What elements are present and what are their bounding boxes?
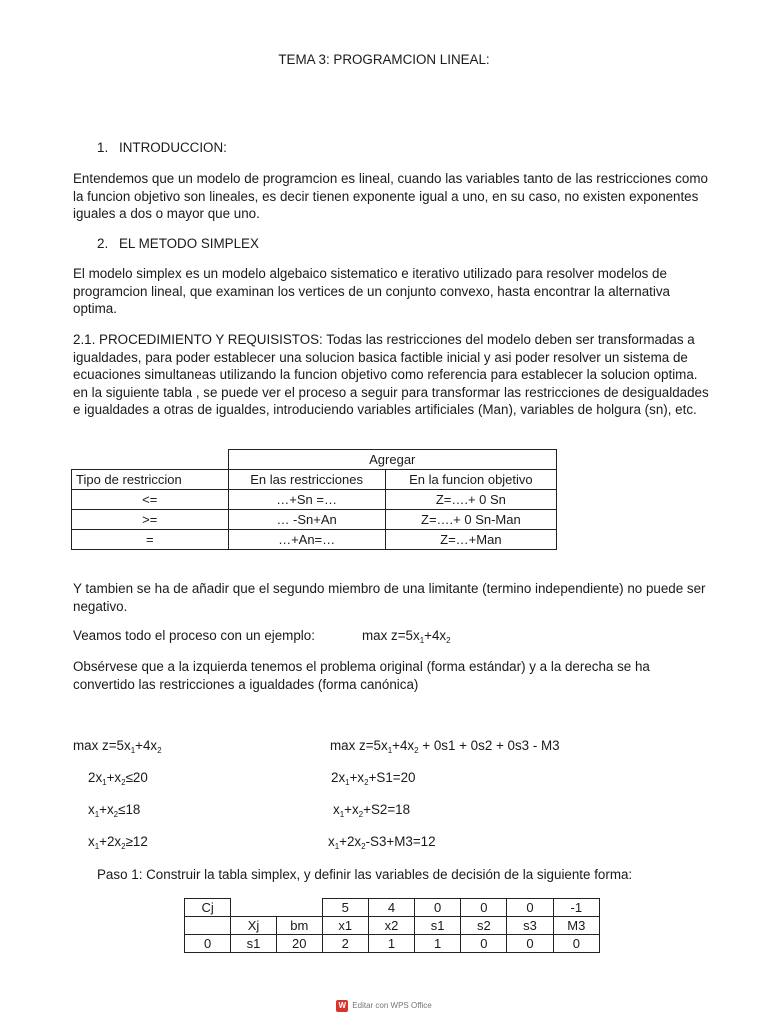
example-objective: $\max z=5x_1+4x_2$: [362, 628, 451, 645]
table-header: x1: [322, 917, 368, 935]
canonical-objective: $\max z=5x_1+4x_2 + 0s1 + 0s2 + 0s3 - M3$: [330, 738, 560, 755]
table-cell: <=: [72, 490, 229, 510]
wps-footer[interactable]: [0, 1000, 768, 1012]
table-header-row: [72, 470, 557, 490]
cj-value: 5: [322, 899, 368, 917]
table-cell: s1: [231, 935, 277, 953]
standard-constraint: $x_1+x_2\le 18$: [88, 802, 141, 819]
observe-paragraph: Obsérvese que a la izquierda tenemos el problema original (forma estándar) y a la derecha se ha convertido las restricciones a igualdades (forma canónica): [73, 659, 650, 692]
table-cell: 0: [185, 935, 231, 953]
cj-row: [185, 899, 600, 917]
table-header: Tipo de restriccion: [72, 470, 229, 490]
cj-value: 4: [368, 899, 414, 917]
footer-text: Editar con WPS Office: [352, 1001, 432, 1011]
canonical-constraint: $x_1+2x_2-S3+M3=12$: [328, 834, 436, 851]
standard-objective: $\max z=5x_1+4x_2$: [73, 738, 162, 755]
table-row: [72, 530, 557, 550]
section-heading-simplex: [97, 236, 259, 251]
table-header: En las restricciones: [228, 470, 385, 490]
rhs-paragraph: Y tambien se ha de añadir que el segundo miembro de una limitante (termino independiente) no puede ser negativo.: [73, 581, 706, 614]
table-cell: =: [72, 530, 229, 550]
restriction-table: [71, 449, 557, 550]
canonical-constraint: $x_1+x_2+S2=18$: [333, 802, 411, 819]
example-intro: Veamos todo el proceso con un ejemplo:: [73, 628, 315, 643]
table-cell: Z=….+ 0 Sn-Man: [385, 510, 556, 530]
intro-paragraph: Entendemos que un modelo de programcion es lineal, cuando las variables tanto de las restricciones como la funcion objetivo son lineales, es decir tienen exponente igual a uno, en su caso, no existen exponentes iguales a dos o mayor que uno.: [73, 171, 708, 221]
table-cell: 0: [461, 935, 507, 953]
procedure-paragraph: 2.1. PROCEDIMIENTO Y REQUISISTOS: Todas las restricciones del modelo deben ser transformadas a igualdades, para poder establecer una solucion basica factible inicial y asi poder resolver un sistema de ecuaciones simultaneas utilizando la funcion objetivo como referencia para establecer la solucion optima. en la siguiente tabla , se puede ver el proceso a seguir para transformar las restricciones de desigualdades e igualdades a otras de igualdes, introduciendo variables artificiales (Man), variables de holgura (sn), etc.: [73, 332, 709, 417]
cj-value: 0: [415, 899, 461, 917]
table-cell: …+Sn =…: [228, 490, 385, 510]
page-title: TEMA 3: PROGRAMCION LINEAL:: [278, 52, 490, 67]
cj-value: 0: [461, 899, 507, 917]
table-cell: Z=…+Man: [385, 530, 556, 550]
table-cell: 1: [368, 935, 414, 953]
cj-value: -1: [553, 899, 599, 917]
table-header: x2: [368, 917, 414, 935]
table-cell: Z=….+ 0 Sn: [385, 490, 556, 510]
section-number: 2.: [97, 236, 109, 251]
section-title: INTRODUCCION:: [119, 140, 227, 155]
table-header: s3: [507, 917, 553, 935]
section-number: 1.: [97, 140, 109, 155]
table-cell: …+An=…: [228, 530, 385, 550]
table-header: M3: [553, 917, 599, 935]
table-header: s1: [415, 917, 461, 935]
table-cell: 2: [322, 935, 368, 953]
simplex-paragraph: El modelo simplex es un modelo algebaico sistematico e iterativo utilizado para resolver modelos de programcion lineal, que examinan los vertices de un conjunto convexo, hasta encontrar la alternativa optima.: [73, 266, 670, 316]
cj-value: 0: [507, 899, 553, 917]
step1-text: Paso 1: Construir la tabla simplex, y definir las variables de decisión de la siguiente forma:: [97, 867, 633, 882]
table-row: [72, 490, 557, 510]
table-group-header: Agregar: [228, 450, 557, 470]
table-header-row: [185, 917, 600, 935]
section-heading-introduccion: [97, 140, 227, 155]
section-title: EL METODO SIMPLEX: [119, 236, 259, 251]
canonical-constraint: $2x_1+x_2+S1=20$: [331, 770, 416, 787]
table-cell: … -Sn+An: [228, 510, 385, 530]
cj-label: Cj: [185, 899, 231, 917]
table-cell: >=: [72, 510, 229, 530]
standard-constraint: $2x_1+x_2\le 20$: [88, 770, 148, 787]
table-header: Xj: [231, 917, 277, 935]
table-cell: 0: [553, 935, 599, 953]
table-header: s2: [461, 917, 507, 935]
table-header: bm: [276, 917, 322, 935]
table-cell: 1: [415, 935, 461, 953]
table-row: [185, 935, 600, 953]
standard-constraint: $x_1+2x_2\ge 12$: [88, 834, 148, 851]
table-cell: 0: [507, 935, 553, 953]
table-header: En la funcion objetivo: [385, 470, 556, 490]
simplex-table: [184, 898, 600, 953]
table-cell: 20: [276, 935, 322, 953]
wps-logo-icon: W: [336, 1000, 348, 1012]
table-row: [72, 510, 557, 530]
